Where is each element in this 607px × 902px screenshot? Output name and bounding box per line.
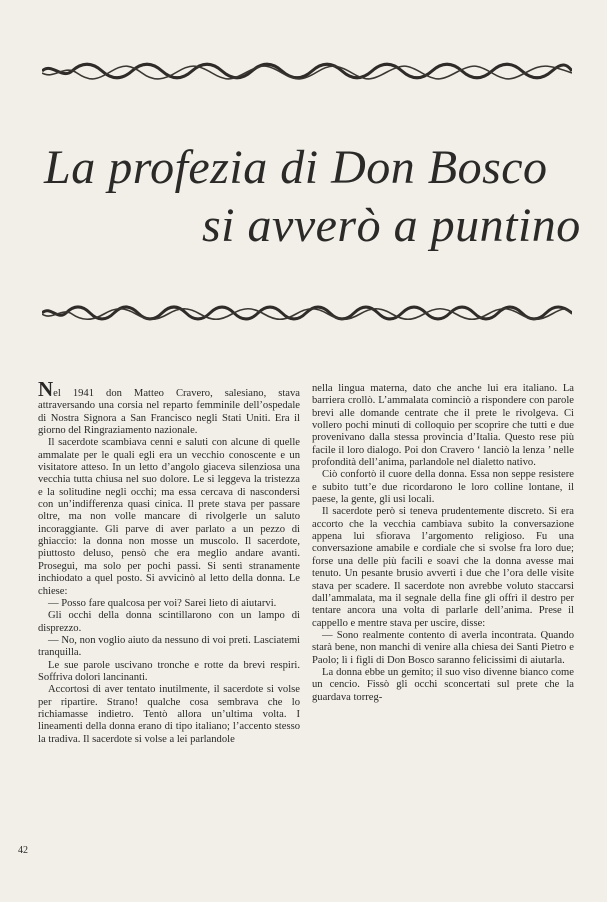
paragraph: Accortosi di aver tentato inutilmente, il sacerdote si volse per ripartire. Strano! qualche cosa sembrava che lo richiamasse indietro. Tentò allora un’ultima volta. I lineamenti della donna erano di tipo italiano; l’accento stesso la tradiva. Il sacerdote si volse a lei parlandole [38,684,300,745]
decorative-ornament-middle [42,302,572,324]
paragraph: — Posso fare qualcosa per voi? Sarei lieto di aiutarvi. [48,597,277,609]
article-column-left [38,377,300,746]
decorative-ornament-top [42,60,572,82]
article-title-line-1: La profezia di Don Bosco [44,141,548,194]
paragraph: Nel 1941 don Matteo Cravero, salesiano, stava attraversando una corsia nel reparto femminile dell’ospedale di Nostra Signora a San Francisco negli Stati Uniti. Era il giorno del Ringraziamento nazionale. [38,377,300,437]
paragraph: Ciò confortò il cuore della donna. Essa non seppe resistere e subito tutt’e due ricordarono le loro colline lontane, il paese, la gente, gli usi locali. [312,469,574,506]
article-column-right [312,383,574,704]
article-title-line-2: si avverò a puntino [202,199,581,252]
drop-cap: N [38,377,54,401]
paragraph: — Sono realmente contento di averla incontrata. Quando starà bene, non manchi di venire alla chiesa dei Santi Pietro e Paolo; lì i figli di Don Bosco saranno felicissimi di aiutarla. [312,629,574,666]
paragraph: Il sacerdote scambiava cenni e saluti con alcune di quelle ammalate per le quali egli era un vecchio conoscente e un visitatore atteso. In un letto d’angolo giaceva silenziosa una vecchia tutta chiusa nel suo dolore. Le si leggeva la tristezza e la solitudine negli occhi; ma essa cercava di nascondersi con un’indifferenza quasi cinica. Il prete stava per passare oltre, ma non volle mancare di rivolgerle un saluto incoraggiante. Gli parve di aver parlato a un pezzo di ghiaccio: la donna non mosse un muscolo. Il sacerdote, piuttosto deluso, pensò che era meglio andare avanti. Proseguì, ma solo per pochi passi. Si sentì stranamente inchiodato a quel posto. Si avvicinò al letto della donna. Le chiese: [38,437,300,597]
paragraph: nella lingua materna, dato che anche lui era italiano. La barriera crollò. L’ammalata cominciò a rispondere con parole brevi alle domande centrate che il prete le rivolgeva. Ci vollero pochi minuti di colloquio per scoprire che tutti e due provenivano dalla stessa provincia d’Italia. Questo rese più facile il loro dialogo. Poi don Cravero ‘ lanciò la lenza ’ nelle profondità dell’anima, parlandole nel dialetto nativo. [312,383,574,469]
paragraph: Il sacerdote però si teneva prudentemente discreto. Si era accorto che la vecchia cambiava subito la conversazione appena lui sfiorava l’argomento religioso. Fu una conversazione amabile e cordiale che si svolse fra loro due; forse una delle più facili e soavi che la donna avesse mai tenuto. Un pesante brusio avvertì i due che l’ora delle visite stava per scadere. Il sacerdote non avrebbe voluto staccarsi dall’ammalata, ma il segnale della fine gli offrì il destro per tentare ancora una volta di parlarle dell’anima. Prese il cappello e mentre stava per uscire, disse: [312,506,574,629]
page-number: 42 [18,845,28,856]
paragraph: Gli occhi della donna scintillarono con un lampo di disprezzo. [38,610,300,634]
paragraph: Le sue parole uscivano tronche e rotte da brevi respiri. Soffriva dolori lancinanti. [38,659,300,683]
paragraph: La donna ebbe un gemito; il suo viso divenne bianco come un cencio. Fissò gli occhi sconcertati sul prete che la guardava torreg- [312,666,574,703]
paragraph: — No, non voglio aiuto da nessuno di voi preti. Lasciatemi tranquilla. [38,634,300,659]
